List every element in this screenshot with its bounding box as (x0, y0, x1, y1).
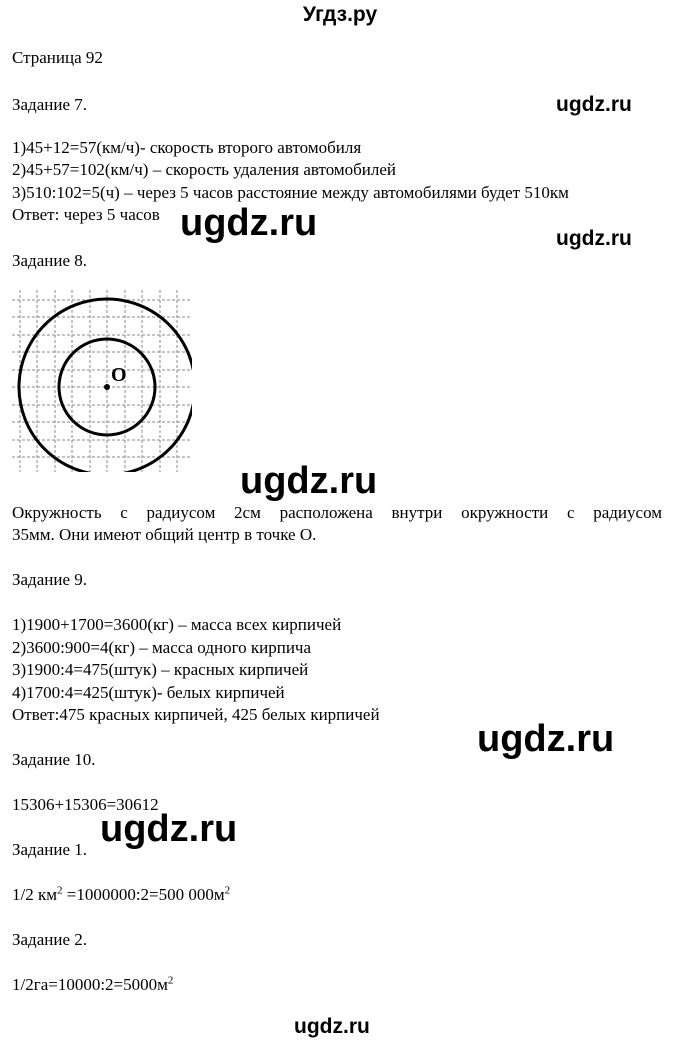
watermark: ugdz.ru (180, 202, 318, 244)
task-9-line: 2)3600:900=4(кг) – масса одного кирпича (12, 638, 312, 657)
task-9-heading: Задание 9. (12, 570, 87, 589)
task-7-line: 1)45+12=57(км/ч)- скорость второго автомобиля (12, 138, 362, 157)
task-10-line: 15306+15306=30612 (12, 795, 159, 814)
task-9-line: 3)1900:4=475(штук) – красных кирпичей (12, 660, 309, 679)
task-2-heading: Задание 2. (12, 930, 87, 949)
task-7-line: 2)45+57=102(км/ч) – скорость удаления автомобилей (12, 160, 397, 179)
task-10-heading: Задание 10. (12, 750, 96, 769)
task-1-heading: Задание 1. (12, 840, 87, 859)
watermark: ugdz.ru (100, 808, 238, 850)
watermark: ugdz.ru (477, 718, 615, 760)
task-8-text-line: 35мм. Они имеют общий центр в точке О. (12, 525, 317, 544)
task-9-line: 4)1700:4=425(штук)- белых кирпичей (12, 683, 285, 702)
center-point (104, 384, 110, 390)
page-label: Страница 92 (12, 48, 103, 67)
task-1-line: 1/2 $км^2$ =1000000:2=500 $000м^2$ (12, 884, 231, 904)
center-label: O (111, 364, 127, 386)
task-9-answer: Ответ:475 красных кирпичей, 425 белых кирпичей (12, 705, 380, 724)
watermark: ugdz.ru (556, 93, 632, 116)
concentric-circles-figure (12, 290, 192, 472)
watermark: ugdz.ru (294, 1015, 370, 1038)
task-7-line: 3)510:102=5(ч) – через 5 часов расстояние между автомобилями будет 510км (12, 183, 569, 202)
watermark: ugdz.ru (556, 227, 632, 250)
task-8-heading: Задание 8. (12, 251, 87, 270)
task-8-text-line: Окружность с радиусом 2см расположена внутри окружности с радиусом (12, 503, 662, 522)
site-title: Угдз.ру (302, 3, 378, 26)
task-2-line: $1/2га=10000:2=5000м^2$ (12, 974, 174, 994)
task-8-text (12, 502, 662, 546)
watermark: ugdz.ru (240, 460, 378, 502)
task-9-line: 1)1900+1700=3600(кг) – масса всех кирпичей (12, 615, 342, 634)
task-7-heading: Задание 7. (12, 95, 87, 114)
task-7-answer: Ответ: через 5 часов (12, 205, 160, 224)
